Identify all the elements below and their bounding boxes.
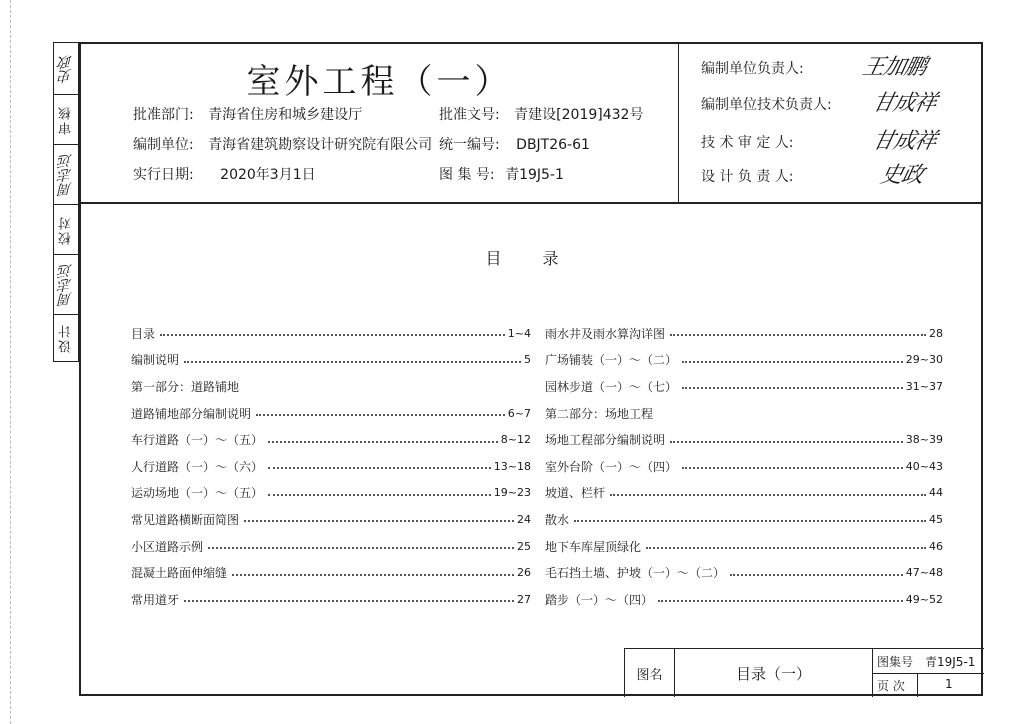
- binding-guide-line: [10, 0, 11, 724]
- review-label: 审核: [58, 104, 74, 135]
- toc-entry: [545, 426, 943, 453]
- approval-dept-row: [133, 104, 362, 124]
- toc-entry-title: 第一部分：道路铺地: [131, 379, 240, 394]
- approval-doc-row: [439, 104, 643, 124]
- effective-value: 2020年3月1日: [220, 167, 316, 183]
- toc-entry: [545, 506, 943, 533]
- compiler-label: 编制单位:: [133, 137, 194, 153]
- toc-entry-page: 28: [929, 326, 943, 340]
- toc-entry: [131, 480, 531, 507]
- toc-entry-page: 45: [929, 512, 943, 526]
- signature-row: [701, 94, 832, 114]
- handwritten-signature: 史政: [877, 163, 926, 188]
- toc-entry-title: 踏步（一）～（四）: [545, 592, 654, 607]
- drawing-sheet: [79, 42, 983, 696]
- proofread-signature-cell: [54, 145, 78, 205]
- toc-entry-title: 第二部分：场地工程: [545, 406, 654, 421]
- sheet-header: [81, 44, 981, 204]
- toc-entry: [131, 453, 531, 480]
- toc-entry-title: 运动场地（一）～（五）: [131, 486, 264, 501]
- toc-leader-dots: [610, 494, 926, 496]
- toc-leader-dots: [256, 414, 505, 416]
- toc-leader-dots: [184, 361, 521, 363]
- handwritten-signature: 甘成祥: [869, 91, 939, 116]
- toc-section-heading: [131, 373, 531, 400]
- toc-entry-title: 园林步道（一）～（七）: [545, 379, 678, 394]
- toc-entry: [545, 373, 943, 400]
- toc-right-column: [545, 320, 943, 613]
- toc-entry-page: 8~12: [500, 433, 531, 447]
- toc-entry-page: 6~7: [507, 406, 531, 420]
- toc-leader-dots: [268, 441, 498, 443]
- approval-dept-label: 批准部门:: [133, 107, 194, 123]
- effective-row: [133, 164, 316, 184]
- toc-entry-title: 雨水井及雨水算沟详图: [545, 326, 666, 341]
- page-no-value: 1: [945, 677, 953, 691]
- toc-entry-title: 散水: [545, 512, 570, 527]
- review-signature: 史政: [58, 53, 74, 84]
- toc-entry-title: 人行道路（一）～（六）: [131, 459, 264, 474]
- toc-entry-page: 5: [524, 353, 531, 367]
- toc-leader-dots: [208, 547, 514, 549]
- toc-entry-title: 室外台阶（一）～（四）: [545, 459, 678, 474]
- title-block: [624, 648, 984, 697]
- atlas-info-cell: [873, 649, 984, 697]
- toc-entry-title: 车行道路（一）～（五）: [131, 433, 264, 448]
- toc-leader-dots: [670, 334, 926, 336]
- design-label-cell: [54, 315, 78, 360]
- toc-entry-page: 26: [517, 566, 531, 580]
- effective-label: 实行日期:: [133, 167, 194, 183]
- page-no-box: [873, 673, 984, 697]
- toc-entry: [131, 559, 531, 586]
- unified-no-value: DBJT26-61: [516, 137, 590, 153]
- toc-entry: [131, 533, 531, 560]
- signature-row: [701, 132, 794, 152]
- drawing-name: 目录（一）: [735, 664, 811, 683]
- toc-entry: [131, 586, 531, 613]
- toc-entry-title: 目录: [131, 326, 156, 341]
- toc-entry-page: 1~4: [507, 326, 531, 340]
- toc-entry-title: 常见道路横断面简图: [131, 512, 240, 527]
- toc-entry: [131, 506, 531, 533]
- atlas-no-row: [439, 164, 564, 184]
- toc-leader-dots: [682, 361, 903, 363]
- signature-row: [701, 58, 804, 78]
- signature-label: 技 术 审 定 人:: [701, 135, 794, 151]
- atlas-no-value: 青19J5-1: [505, 167, 564, 183]
- design-signature: 周志远: [58, 262, 74, 307]
- review-label-cell: [54, 95, 78, 145]
- toc-entry-title: 毛石挡土墙、护坡（一）～（二）: [545, 566, 726, 581]
- toc-leader-dots: [232, 574, 514, 576]
- toc-leader-dots: [670, 441, 903, 443]
- toc-entry-page: 46: [929, 539, 943, 553]
- compiler-row: [133, 134, 432, 154]
- toc-entry-title: 广场铺装（一）～（二）: [545, 353, 678, 368]
- toc-entry: [545, 480, 943, 507]
- toc-leader-dots: [184, 600, 514, 602]
- toc-entry-page: 29~30: [905, 353, 943, 367]
- proofread-label-cell: [54, 205, 78, 255]
- toc-entry-page: 27: [517, 592, 531, 606]
- toc-leader-dots: [658, 600, 903, 602]
- signature-label: 设 计 负 责 人:: [701, 169, 794, 185]
- toc-entry: [545, 320, 943, 347]
- toc-leader-dots: [268, 494, 491, 496]
- toc-leader-dots: [682, 387, 903, 389]
- toc-leader-dots: [574, 520, 926, 522]
- toc-entry-title: 道路铺地部分编制说明: [131, 406, 252, 421]
- toc-entry-title: 场地工程部分编制说明: [545, 433, 666, 448]
- design-label: 设计: [58, 322, 74, 353]
- toc-entry: [545, 533, 943, 560]
- toc-leader-dots: [244, 520, 514, 522]
- drawing-name-label: 图名: [636, 667, 663, 683]
- toc-entry: [131, 320, 531, 347]
- drawing-name-cell: [675, 649, 873, 697]
- atlas-no-label: 图集号: [877, 655, 914, 669]
- toc-heading: 目 录: [485, 249, 577, 268]
- proofread-label: 校对: [58, 214, 74, 245]
- toc-leader-dots: [646, 547, 926, 549]
- toc-entry: [131, 347, 531, 374]
- toc-entry: [545, 347, 943, 374]
- toc-entry-title: 编制说明: [131, 353, 180, 368]
- toc-entry-page: 47~48: [905, 566, 943, 580]
- toc-entry: [545, 453, 943, 480]
- unified-no-row: [439, 134, 590, 154]
- signature-label: 编制单位负责人:: [701, 61, 804, 77]
- compiler-value: 青海省建筑勘察设计研究院有限公司: [208, 137, 433, 153]
- toc-entry-title: 坡道、栏杆: [545, 486, 606, 501]
- page-title: 室外工程（一）: [246, 62, 513, 102]
- toc-entry-page: 13~18: [493, 459, 531, 473]
- toc-entry-title: 混凝土路面伸缩缝: [131, 566, 228, 581]
- atlas-no-box: [873, 649, 984, 674]
- design-signature-cell: [54, 255, 78, 315]
- unified-no-label: 统一编号:: [439, 137, 500, 153]
- toc-leader-dots: [730, 574, 903, 576]
- toc-section-heading: [545, 400, 943, 427]
- toc-entry-page: 44: [929, 486, 943, 500]
- page-no-label: 页 次: [877, 679, 905, 693]
- toc-leader-dots: [268, 467, 491, 469]
- toc-entry: [545, 559, 943, 586]
- toc-leader-dots: [160, 334, 505, 336]
- approval-dept-value: 青海省住房和城乡建设厅: [208, 107, 363, 123]
- toc-left-column: [131, 320, 531, 613]
- toc-entry-page: 31~37: [905, 379, 943, 393]
- toc-entry-page: 25: [517, 539, 531, 553]
- approval-doc-value: 青建设[2019]432号: [514, 107, 644, 123]
- header-divider: [678, 44, 679, 202]
- proofread-signature: 周志远: [58, 152, 74, 197]
- drawing-name-label-cell: [625, 649, 675, 697]
- review-signature-cell: [54, 43, 78, 95]
- toc-entry: [131, 426, 531, 453]
- toc-entry-page: 38~39: [905, 433, 943, 447]
- toc-entry-page: 24: [517, 512, 531, 526]
- toc-entry-page: 19~23: [493, 486, 531, 500]
- atlas-no-value: 青19J5-1: [925, 655, 976, 669]
- toc-entry: [131, 400, 531, 427]
- toc-entry: [545, 586, 943, 613]
- approval-doc-label: 批准文号:: [439, 107, 500, 123]
- signature-label: 编制单位技术负责人:: [701, 97, 832, 113]
- toc-entry-page: 49~52: [905, 592, 943, 606]
- atlas-no-label: 图 集 号:: [439, 167, 495, 183]
- handwritten-signature: 王加鹏: [859, 55, 929, 80]
- toc-entry-title: 小区道路示例: [131, 539, 204, 554]
- page-no-divider: [917, 673, 918, 697]
- review-strip: [53, 42, 79, 362]
- handwritten-signature: 甘成祥: [869, 129, 939, 154]
- toc-entry-title: 常用道牙: [131, 592, 180, 607]
- toc-leader-dots: [682, 467, 903, 469]
- toc-entry-title: 地下车库屋顶绿化: [545, 539, 642, 554]
- toc-entry-page: 40~43: [905, 459, 943, 473]
- signature-row: [701, 166, 794, 186]
